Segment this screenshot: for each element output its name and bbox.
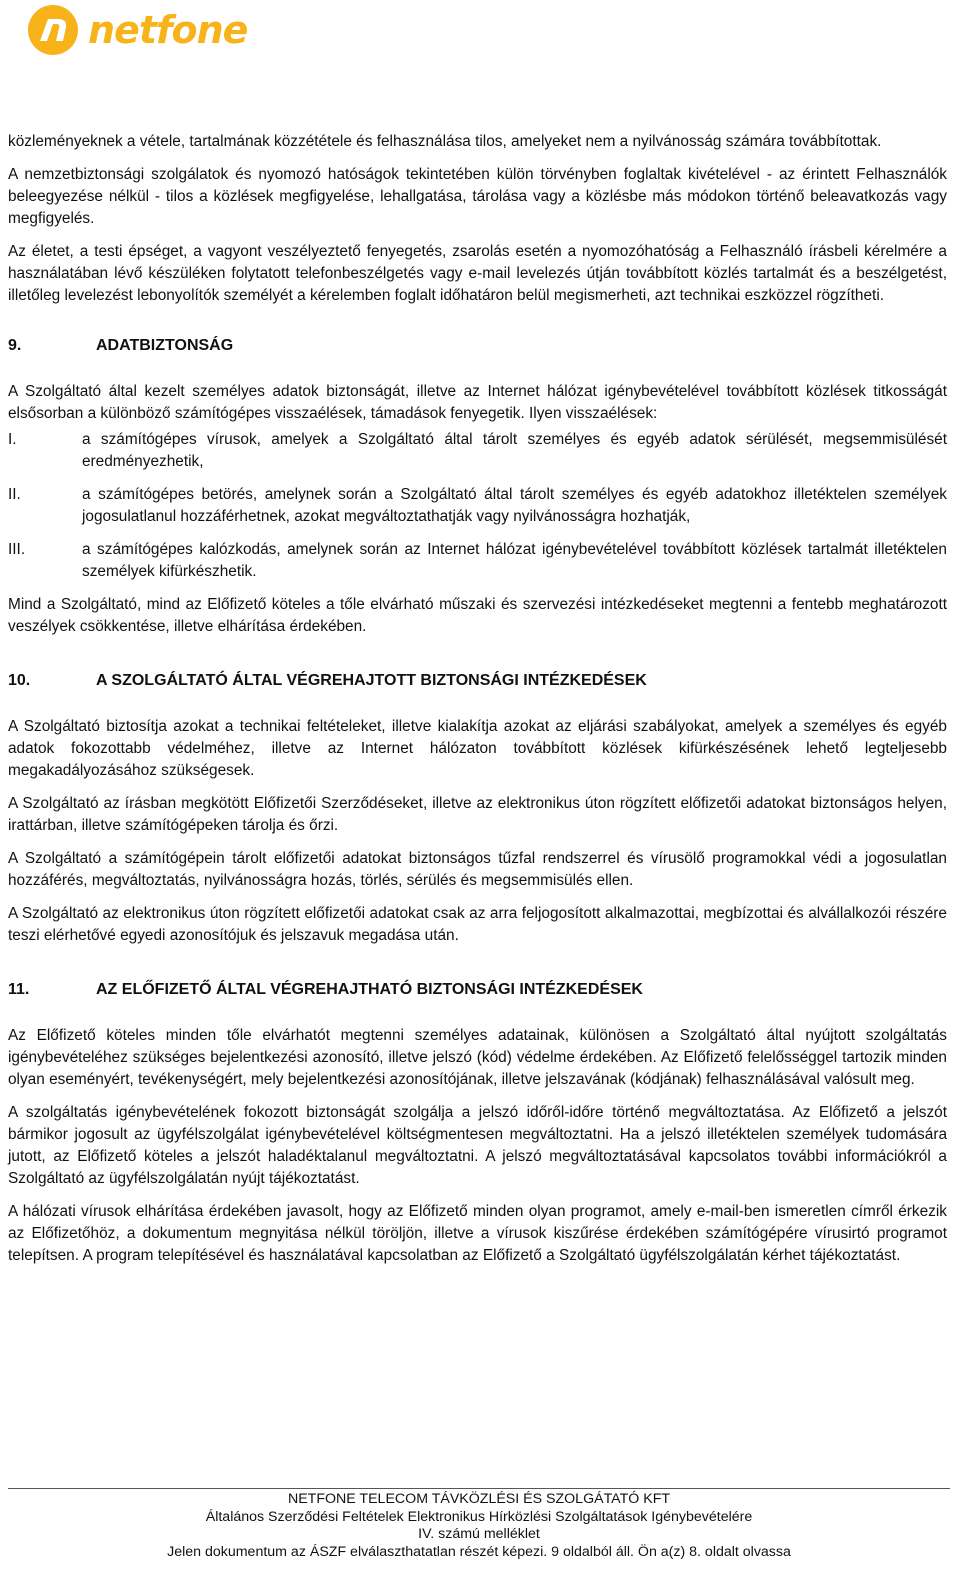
section-number: 11. [8,981,30,998]
paragraph: Az Előfizető köteles minden tőle elvárhatót megtenni személyes adatainak, különösen a Szolgáltató által nyújtott szolgáltatás igénybevételéhez szükséges bejelentkezési azonosító, illetve jelszó (kód) védelme érdekében. Az Előfizető felelősséggel tartozik minden olyan eseményért, tevékenységért, mely bejelentkezési azonosítójának, illetve jelszavának (kódjának) felhasználásával valósult meg. [8,1027,947,1088]
paragraph: A hálózati vírusok elhárítása érdekében javasolt, hogy az Előfizető minden olyan programot, amely e-mail-ben ismeretlen címről érkezik az Előfizetőhöz, a dokumentum megnyitása nélkül töröljön, illetve a vírusok kiszűrése érdekében számítógépére vírusirtó programot telepítsen. A program telepítésével és használatával kapcsolatban az Előfizető a Szolgáltató ügyfélszolgálatán kérhet tájékoztatást. [8,1203,947,1264]
list-item [8,429,947,473]
footer-company: NETFONE TELECOM TÁVKÖZLÉSI ÉS SZOLGÁTATÓ KFT [287,1491,671,1507]
paragraph: A Szolgáltató az elektronikus úton rögzített előfizetői adatokat csak az arra feljogosított alkalmazottai, megbízottai és alvállalkozói részére teszi elérhetővé egyedi azonosítójuk és jelszavuk megadása után. [8,905,947,944]
paragraph: Az életet, a testi épséget, a vagyont veszélyeztető fenyegetés, zsarolás esetén a nyomozóhatóság a Felhasználó írásbeli kérelmére a használatában lévő készüléken folytatott telefonbeszélgetés vagy e-mail levelezés útján továbbított közlés tartalmát és a beszélgetést, illetőleg levelezést lebonyolítók személyét a kérelemben foglalt időhatáron belül megismerheti, azt technikai eszközzel rögzítheti. [8,243,947,304]
paragraph: A nemzetbiztonsági szolgálatok és nyomozó hatóságok tekintetében külön törvényben foglaltak kivételével - az érintett Felhasználók beleegyezése nélkül - tilos a közlések megfigyelése, lehallgatása, tárolása vagy a közlésbe más módokon történő beleavatkozás vagy megfigyelés. [8,166,947,227]
paragraph: közleményeknek a vétele, tartalmának közzététele és felhasználása tilos, amelyeket nem a nyilvánosság számára továbbítottak. [8,133,882,150]
netfone-logo [26,2,247,58]
paragraph: A Szolgáltató által kezelt személyes adatok biztonságát, illetve az Internet hálózat igénybevételével továbbított közlések titkosságát elsősorban a különböző számítógépes visszaélések, támadások fenyegetik. Ilyen visszaélések: [8,383,947,422]
section-number: 10. [8,672,31,689]
list-item-text: a számítógépes kalózkodás, amelynek során az Internet hálózat igénybevételével továbbított közlések tartalmát illetéktelen személyek kifürkészhetik. [82,541,947,580]
list-item [8,484,947,528]
footer-divider [8,1488,950,1489]
netfone-logo-icon [26,3,80,57]
list-item-label: I. [8,431,17,448]
list-item [8,539,947,583]
paragraph: A Szolgáltató a számítógépein tárolt előfizetői adatokat biztonságos tűzfal rendszerrel és vírusölő programokkal védi a jogosulatlan hozzáférés, megváltoztatás, nyilvánosságra hozás, törlés, sérülés és megsemmisülés ellen. [8,850,947,889]
section-title: ADATBIZTONSÁG [96,337,234,354]
section-heading-11 [8,979,947,1001]
footer-page-info: Jelen dokumentum az ÁSZF elválaszthatatlan részét képezi. 9 oldalból áll. Ön a(z) 8. oldalt olvassa [167,1543,791,1560]
section-title: AZ ELŐFIZETŐ ÁLTAL VÉGREHAJTHATÓ BIZTONSÁGI INTÉZKEDÉSEK [96,981,643,998]
list-item-label: II. [8,486,21,503]
logo-wordmark: netfone [88,8,248,52]
footer-document-title: Általános Szerződési Feltételek Elektronikus Hírközlési Szolgáltatások Igénybevételére [205,1508,753,1525]
paragraph: Mind a Szolgáltató, mind az Előfizető köteles a tőle elvárható műszaki és szervezési intézkedéseket megtenni a fentebb meghatározott veszélyek csökkentése, illetve elhárítása érdekében. [8,596,947,635]
list-item-label: III. [8,541,26,558]
footer-annex: IV. számú melléklet [418,1526,540,1542]
threat-list [8,429,947,583]
section-title: A SZOLGÁLTATÓ ÁLTAL VÉGREHAJTOTT BIZTONSÁGI INTÉZKEDÉSEK [96,672,647,689]
list-item-text: a számítógépes betörés, amelynek során a Szolgáltató által tárolt személyes és egyéb adatokhoz illetéktelen személyek jogosulatlanul hozzáférhetnek, azokat megváltoztathatják vagy nyilvánosságra hozhatják, [82,486,947,525]
section-number: 9. [8,337,22,354]
paragraph: A Szolgáltató az írásban megkötött Előfizetői Szerződéseket, illetve az elektronikus úton rögzített előfizetői adatokat biztonságos helyen, irattárban, illetve számítógépeken tárolja és őrzi. [8,795,947,834]
paragraph: A Szolgáltató biztosítja azokat a technikai feltételeket, illetve kialakítja azokat az eljárási szabályokat, amelyek a személyes és egyéb adatok fokozottabb védelméhez, illetve az Internet hálózaton továbbított közlések kifürkészésének lehető legteljesebb megakadályozásához szükségesek. [8,718,947,779]
paragraph: A szolgáltatás igénybevételének fokozott biztonságát szolgálja a jelszó időről-időre történő megváltoztatása. Az Előfizető a jelszót bármikor jogosult az ügyfélszolgálat igénybevételével költségmentesen megváltoztatni. Ha a jelszó illetéktelen személyek tudomására jutott, az Előfizető köteles a jelszót haladéktalanul megváltoztatni. A jelszó megváltoztatásával kapcsolatos további információkról a Szolgáltató az ügyfélszolgálatán nyújt tájékoztatást. [8,1104,947,1187]
page-footer [8,1491,950,1561]
section-heading-10 [8,670,947,692]
section-heading-9 [8,335,947,357]
document-body [8,131,947,1267]
list-item-text: a számítógépes vírusok, amelyek a Szolgáltató által tárolt személyes és egyéb adatok sérülését, megsemmisülését eredményezhetik, [82,431,947,470]
